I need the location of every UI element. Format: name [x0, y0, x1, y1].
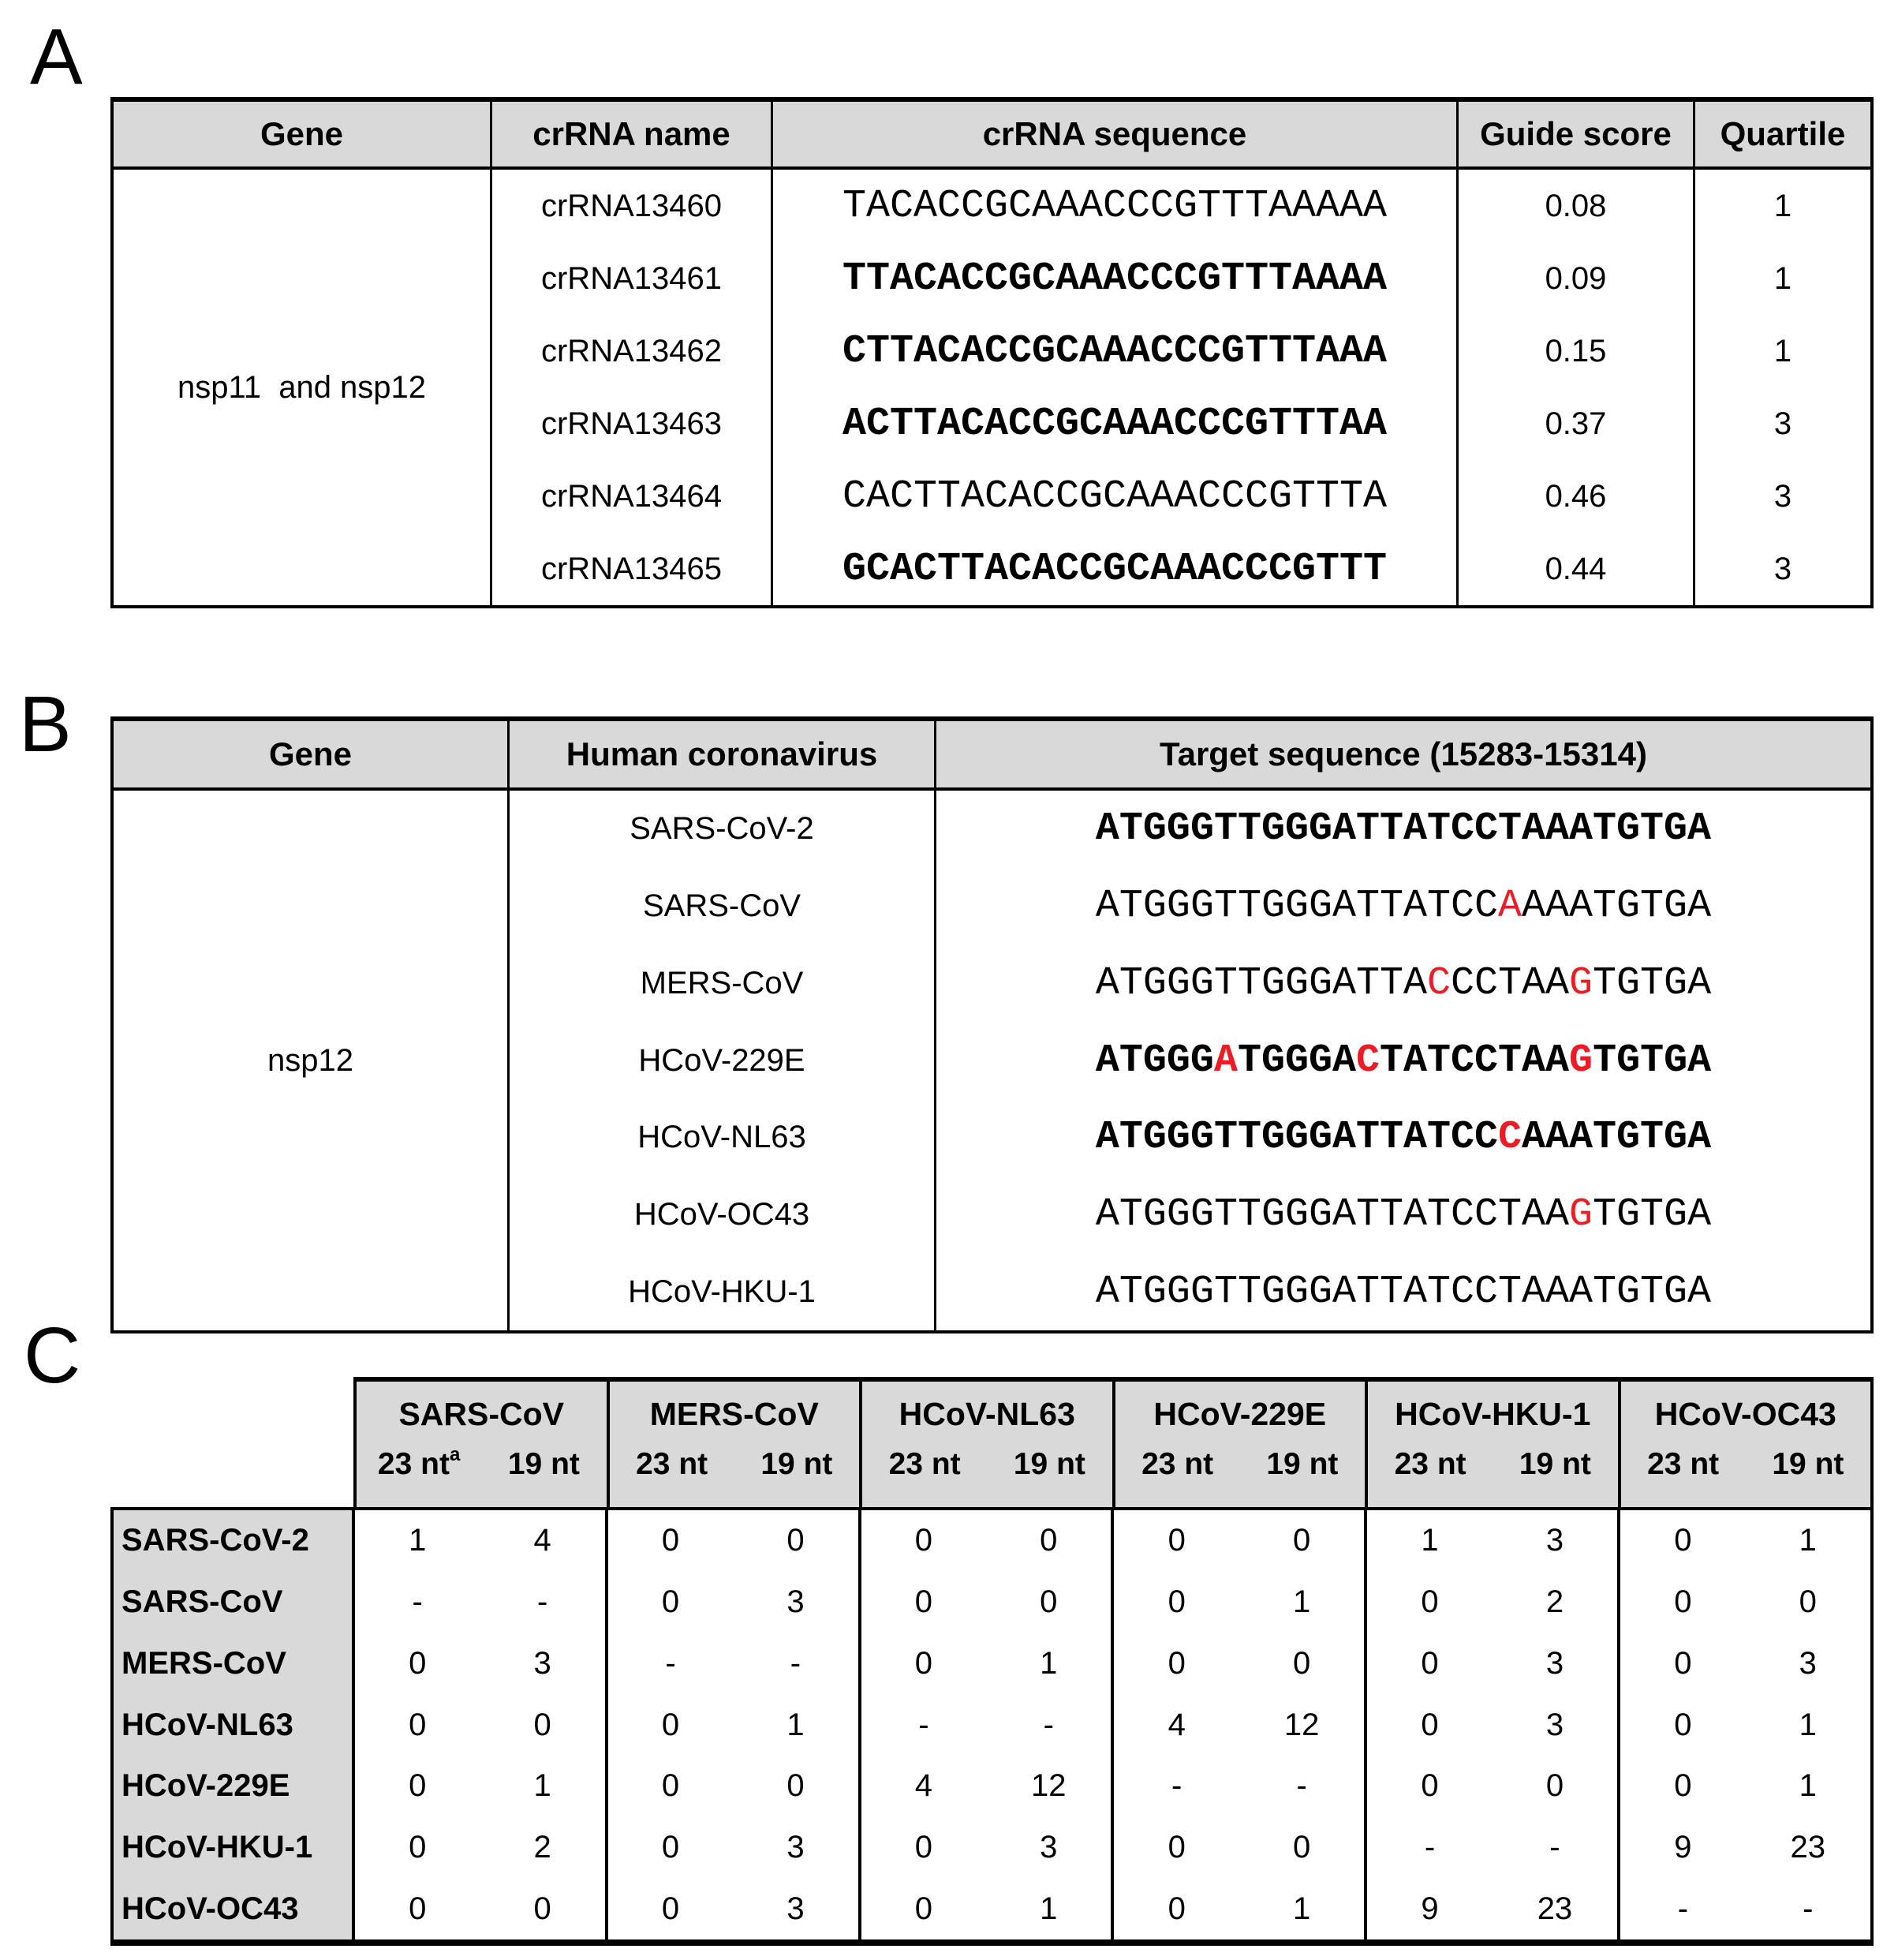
matrix-value-23nt: 4: [1168, 1707, 1186, 1742]
matrix-row-label: SARS-CoV: [121, 1584, 283, 1620]
header-guide-score: Guide score: [1459, 102, 1695, 166]
crrna-sequence-cell: [773, 533, 1456, 605]
virus-column-group: [1621, 1382, 1871, 1507]
matrix-value-23nt: 0: [661, 1891, 680, 1926]
target-table-header: [114, 721, 1870, 791]
virus-name-cell: MERS-CoV: [640, 965, 804, 1001]
virus-column-group: [1115, 1382, 1369, 1507]
matrix-value-19nt: -: [790, 1645, 801, 1681]
sequence-segment: TACACCGCAAACCCGTTTAAAAA: [842, 183, 1388, 229]
quartile-cell: 3: [1773, 406, 1792, 441]
matrix-value-19nt: 1: [533, 1768, 551, 1804]
guide-score-cell: 0.09: [1545, 260, 1607, 296]
nt-length-label: 19 nt: [1013, 1447, 1085, 1482]
matrix-value-19nt: 0: [1799, 1584, 1817, 1620]
matrix-row-label: SARS-CoV-2: [121, 1523, 309, 1558]
header-target-sequence: Target sequence (15283-15314): [1160, 735, 1647, 772]
matrix-value-19nt: 0: [786, 1768, 805, 1804]
matrix-value-19nt: 0: [1040, 1584, 1058, 1620]
crrna-table-header: [114, 102, 1870, 170]
nt-length-subheader: [862, 1447, 1112, 1507]
nt-length-subheader: [1115, 1447, 1366, 1507]
target-table-body: [114, 791, 1870, 1330]
matrix-row-labels: [114, 1510, 355, 1939]
matrix-cell-pair: [861, 1694, 1111, 1756]
guide-score-cell: 0.15: [1545, 333, 1607, 368]
panel-c-label: C: [24, 1311, 81, 1400]
matrix-cell-pair: [608, 1878, 858, 1939]
matrix-value-23nt: 0: [1674, 1707, 1692, 1742]
crrna-sequence-cell: [773, 315, 1456, 387]
sequence-segment: ATGGG: [1095, 1038, 1214, 1083]
nt-length-label: 19 nt: [1266, 1447, 1339, 1482]
nt-length-subheader: [1621, 1447, 1871, 1507]
crrna-name-cell: crRNA13464: [540, 478, 722, 514]
matrix-value-19nt: 0: [786, 1523, 805, 1558]
target-sequence-cell: [936, 1253, 1870, 1330]
quartile-cell: 1: [1773, 260, 1792, 296]
matrix-cell-pair: [1620, 1817, 1870, 1879]
sequence-segment: TATCCTAA: [1380, 1038, 1570, 1083]
sequence-segment: ATGGGTTGGGATTA: [1095, 960, 1427, 1006]
virus-name-cell: HCoV-NL63: [637, 1120, 806, 1155]
mismatch-base: C: [1498, 1115, 1522, 1161]
nt-length-label: 19 nt: [760, 1447, 833, 1482]
matrix-value-23nt: 0: [409, 1891, 427, 1926]
matrix-value-group: [1367, 1510, 1620, 1939]
matrix-cell-pair: [1367, 1572, 1617, 1633]
header-crrna-name: crRNA name: [492, 102, 773, 166]
target-sequence-cell: [936, 1176, 1870, 1254]
crrna-name-cell: crRNA13460: [540, 188, 722, 223]
sequence-segment: AAATGTGA: [1522, 1115, 1712, 1161]
crrna-sequence-cell: [773, 170, 1456, 242]
matrix-value-19nt: 0: [1545, 1768, 1564, 1804]
crrna-table-body: [114, 170, 1870, 605]
matrix-cell-pair: [861, 1878, 1111, 1939]
mismatch-base: G: [1569, 960, 1593, 1006]
matrix-value-23nt: 0: [661, 1584, 680, 1620]
matrix-value-group: [1620, 1510, 1870, 1939]
crrna-guide-table: [110, 97, 1874, 608]
matrix-value-19nt: 0: [1040, 1523, 1058, 1558]
footnote-marker: a: [449, 1444, 461, 1466]
matrix-value-19nt: 0: [533, 1707, 551, 1742]
matrix-cell-pair: [1620, 1572, 1870, 1633]
guide-score-cell: 0.08: [1545, 188, 1607, 223]
matrix-value-19nt: 3: [1545, 1645, 1564, 1681]
matrix-row-label: MERS-CoV: [121, 1645, 286, 1681]
matrix-value-23nt: -: [665, 1645, 676, 1681]
target-sequence-cell: [936, 868, 1870, 945]
matrix-value-19nt: 0: [1292, 1829, 1311, 1865]
target-sequence-cell: [936, 1099, 1870, 1176]
virus-group-name: HCoV-OC43: [1654, 1396, 1836, 1433]
mismatch-base: G: [1569, 1191, 1593, 1237]
matrix-value-19nt: 3: [786, 1891, 805, 1926]
matrix-value-19nt: 1: [1292, 1891, 1311, 1926]
guide-score-column: [1459, 170, 1695, 605]
sequence-segment: ACTTACACCGCAAACCCGTTTAA: [842, 401, 1388, 447]
matrix-value-23nt: 0: [914, 1829, 932, 1865]
matrix-value-19nt: 3: [1545, 1523, 1564, 1558]
matrix-value-23nt: 0: [1674, 1645, 1692, 1681]
matrix-cell-pair: [355, 1817, 605, 1879]
matrix-value-23nt: 0: [409, 1645, 427, 1681]
matrix-value-19nt: 0: [533, 1891, 551, 1926]
sequence-segment: TGGGA: [1237, 1038, 1356, 1083]
nt-length-label: 19 nt: [1519, 1447, 1591, 1482]
virus-group-name: HCoV-229E: [1153, 1396, 1327, 1433]
matrix-value-19nt: 3: [786, 1584, 805, 1620]
matrix-value-23nt: -: [918, 1707, 929, 1742]
matrix-value-23nt: 0: [1421, 1584, 1439, 1620]
matrix-value-23nt: 0: [661, 1829, 680, 1865]
matrix-cell-pair: [608, 1694, 858, 1756]
guide-score-cell: 0.46: [1545, 478, 1607, 514]
matrix-cell-pair: [1620, 1510, 1870, 1572]
matrix-value-23nt: 0: [409, 1707, 427, 1742]
matrix-cell-pair: [355, 1633, 605, 1694]
matrix-value-23nt: -: [1677, 1891, 1689, 1926]
matrix-value-23nt: 0: [914, 1645, 932, 1681]
matrix-value-19nt: 0: [1292, 1645, 1311, 1681]
nt-length-subheader: [1368, 1447, 1618, 1507]
quartile-cell: 1: [1773, 188, 1792, 223]
matrix-value-23nt: 0: [914, 1523, 932, 1558]
mismatch-base: C: [1355, 1038, 1380, 1083]
crrna-name-cell: crRNA13465: [540, 551, 722, 586]
matrix-value-23nt: 0: [661, 1523, 680, 1558]
matrix-cell-pair: [861, 1633, 1111, 1694]
nt-length-label: 19 nt: [1772, 1447, 1844, 1482]
crrna-sequence-cell: [773, 460, 1456, 533]
matrix-value-19nt: 1: [1799, 1707, 1817, 1742]
virus-group-name: SARS-CoV: [398, 1396, 565, 1433]
mismatch-matrix-body: [110, 1507, 1874, 1946]
matrix-value-19nt: 23: [1537, 1891, 1573, 1926]
matrix-cell-pair: [1114, 1694, 1364, 1756]
matrix-value-19nt: -: [536, 1584, 548, 1620]
sequence-segment: ATGGGTTGGGATTATCC: [1095, 1115, 1499, 1161]
matrix-value-19nt: 2: [533, 1829, 551, 1865]
guide-score-cell: 0.37: [1545, 406, 1607, 441]
sequence-segment: TGTGA: [1593, 1191, 1712, 1237]
target-sequence-table: [110, 716, 1874, 1333]
mismatch-base: C: [1426, 960, 1451, 1006]
mismatch-base: G: [1569, 1038, 1593, 1083]
matrix-value-23nt: 0: [1674, 1523, 1692, 1558]
matrix-value-23nt: 0: [1421, 1645, 1439, 1681]
nt-length-subheader: [357, 1444, 607, 1507]
virus-column: [510, 791, 936, 1330]
sequence-segment: ATGGGTTGGGATTATCCTAAATGTGA: [1095, 806, 1712, 852]
matrix-cell-pair: [355, 1510, 605, 1572]
matrix-value-23nt: 0: [409, 1829, 427, 1865]
virus-group-name: HCoV-NL63: [899, 1396, 1075, 1433]
guide-score-cell: 0.44: [1545, 551, 1607, 586]
mismatch-base: A: [1498, 884, 1522, 930]
sequence-segment: ATGGGTTGGGATTATCCTAA: [1095, 1191, 1570, 1237]
gene-cell: nsp12: [114, 791, 510, 1330]
virus-name-cell: HCoV-OC43: [633, 1196, 810, 1232]
quartile-cell: 3: [1773, 478, 1792, 514]
matrix-value-19nt: 3: [1545, 1707, 1564, 1742]
matrix-cell-pair: [861, 1756, 1111, 1817]
matrix-value-19nt: 1: [1292, 1584, 1311, 1620]
matrix-value-19nt: 2: [1545, 1584, 1564, 1620]
crrna-name-cell: crRNA13463: [540, 406, 722, 441]
matrix-value-19nt: 3: [533, 1645, 551, 1681]
matrix-cell-pair: [355, 1756, 605, 1817]
sequence-segment: ATGGGTTGGGATTATCC: [1095, 884, 1499, 930]
matrix-value-23nt: 0: [1421, 1707, 1439, 1742]
matrix-value-group: [355, 1510, 608, 1939]
matrix-value-23nt: 0: [1421, 1768, 1439, 1804]
nt-length-subheader: [610, 1447, 860, 1507]
sequence-segment: CCTAA: [1451, 960, 1570, 1006]
matrix-value-19nt: 3: [1799, 1645, 1817, 1681]
matrix-cell-pair: [861, 1572, 1111, 1633]
matrix-value-23nt: 0: [914, 1891, 932, 1926]
matrix-cell-pair: [355, 1694, 605, 1756]
virus-name-cell: HCoV-HKU-1: [628, 1274, 816, 1309]
nt-length-label: 23 nt: [1394, 1447, 1466, 1482]
matrix-cell-pair: [355, 1572, 605, 1633]
matrix-cell-pair: [1367, 1817, 1617, 1879]
matrix-cell-pair: [1114, 1817, 1364, 1879]
matrix-cell-pair: [1114, 1756, 1364, 1817]
matrix-cell-pair: [608, 1756, 858, 1817]
matrix-value-23nt: 0: [1168, 1584, 1186, 1620]
matrix-value-23nt: -: [412, 1584, 423, 1620]
matrix-cell-pair: [1367, 1694, 1617, 1756]
quartile-cell: 1: [1773, 333, 1792, 368]
sequence-segment: ATGGGTTGGGATTATCCTAAATGTGA: [1095, 1269, 1712, 1315]
nt-length-label: 23 nt: [1647, 1447, 1720, 1482]
matrix-value-23nt: 0: [914, 1584, 932, 1620]
sequence-segment: CTTACACCGCAAACCCGTTTAAA: [842, 328, 1388, 374]
crrna-name-cell: crRNA13461: [540, 260, 722, 296]
virus-group-name: MERS-CoV: [649, 1396, 819, 1433]
matrix-value-19nt: 1: [1799, 1523, 1817, 1558]
matrix-value-group: [608, 1510, 861, 1939]
sequence-segment: TGTGA: [1593, 960, 1712, 1006]
crrna-name-cell: crRNA13462: [540, 333, 722, 368]
quartile-column: [1695, 170, 1870, 605]
matrix-value-19nt: -: [1043, 1707, 1054, 1742]
matrix-row-label: HCoV-OC43: [121, 1891, 299, 1926]
virus-column-group: [1368, 1382, 1621, 1507]
matrix-value-23nt: 0: [661, 1707, 680, 1742]
header-gene: Gene: [114, 721, 510, 787]
nt-length-label: 23 nt: [636, 1447, 708, 1482]
matrix-value-19nt: 0: [1292, 1523, 1311, 1558]
matrix-cell-pair: [608, 1572, 858, 1633]
matrix-value-23nt: -: [1171, 1768, 1182, 1804]
target-sequence-column: [936, 791, 1870, 1330]
matrix-value-23nt: 1: [409, 1523, 427, 1558]
crrna-sequence-column: [773, 170, 1459, 605]
matrix-cell-pair: [1620, 1633, 1870, 1694]
matrix-value-23nt: 9: [1421, 1891, 1439, 1926]
nt-length-label: 23 nt: [888, 1447, 961, 1482]
matrix-value-19nt: 3: [1040, 1829, 1058, 1865]
quartile-cell: 3: [1773, 551, 1792, 586]
matrix-value-19nt: 23: [1790, 1829, 1826, 1865]
matrix-cell-pair: [608, 1817, 858, 1879]
matrix-cell-pair: [1367, 1633, 1617, 1694]
virus-column-group: [610, 1382, 863, 1507]
matrix-value-23nt: 0: [661, 1768, 680, 1804]
crrna-sequence-cell: [773, 387, 1456, 460]
sequence-segment: TTACACCGCAAACCCGTTTAAAA: [842, 256, 1388, 301]
matrix-value-23nt: 0: [1168, 1645, 1186, 1681]
matrix-cell-pair: [1114, 1510, 1364, 1572]
matrix-value-23nt: 0: [1674, 1768, 1692, 1804]
matrix-row-label: HCoV-229E: [121, 1768, 290, 1804]
matrix-value-19nt: 3: [786, 1829, 805, 1865]
matrix-value-23nt: 4: [914, 1768, 932, 1804]
virus-column-group: [357, 1382, 610, 1507]
matrix-cell-pair: [608, 1510, 858, 1572]
matrix-value-19nt: -: [1549, 1829, 1560, 1865]
virus-name-cell: HCoV-229E: [638, 1042, 805, 1078]
sequence-segment: TGTGA: [1593, 1038, 1712, 1083]
matrix-row-label: HCoV-HKU-1: [121, 1829, 313, 1865]
header-crrna-sequence: crRNA sequence: [773, 102, 1459, 166]
crrna-name-column: [492, 170, 773, 605]
matrix-cell-pair: [1620, 1878, 1870, 1939]
sequence-segment: CACTTACACCGCAAACCCGTTTA: [842, 473, 1388, 519]
matrix-value-group: [1114, 1510, 1367, 1939]
matrix-value-23nt: 0: [1168, 1523, 1186, 1558]
matrix-value-23nt: 1: [1421, 1523, 1439, 1558]
nt-length-label: 23 nt a: [377, 1444, 461, 1482]
gene-cell: nsp11 and nsp12: [114, 170, 492, 605]
header-human-coronavirus: Human coronavirus: [510, 721, 936, 787]
panel-a-label: A: [30, 13, 83, 101]
matrix-value-19nt: -: [1296, 1768, 1307, 1804]
sequence-segment: AAATGTGA: [1522, 884, 1712, 930]
nt-length-label: 19 nt: [507, 1447, 580, 1482]
matrix-value-19nt: -: [1803, 1891, 1814, 1926]
target-sequence-cell: [936, 944, 1870, 1022]
matrix-cell-pair: [355, 1878, 605, 1939]
matrix-cell-pair: [1367, 1510, 1617, 1572]
matrix-value-23nt: 0: [1168, 1829, 1186, 1865]
matrix-cell-pair: [608, 1633, 858, 1694]
matrix-value-19nt: 1: [1799, 1768, 1817, 1804]
matrix-value-19nt: 12: [1031, 1768, 1067, 1804]
matrix-cell-pair: [1367, 1878, 1617, 1939]
matrix-cell-pair: [1114, 1878, 1364, 1939]
matrix-value-group: [861, 1510, 1115, 1939]
matrix-cell-pair: [861, 1817, 1111, 1879]
mismatch-matrix-header: [353, 1377, 1874, 1507]
matrix-row-label: HCoV-NL63: [121, 1707, 293, 1742]
panel-b-label: B: [19, 680, 72, 769]
matrix-value-23nt: 0: [1674, 1584, 1692, 1620]
header-quartile: Quartile: [1720, 115, 1846, 152]
virus-group-name: HCoV-HKU-1: [1395, 1396, 1591, 1433]
sequence-segment: GCACTTACACCGCAAACCCGTTT: [842, 546, 1388, 592]
target-sequence-cell: [936, 1022, 1870, 1099]
matrix-value-19nt: 1: [786, 1707, 805, 1742]
mismatch-base: A: [1213, 1038, 1238, 1083]
matrix-cell-pair: [1620, 1756, 1870, 1817]
matrix-cell-pair: [1367, 1756, 1617, 1817]
nt-length-label: 23 nt: [1141, 1447, 1214, 1482]
matrix-value-19nt: 1: [1040, 1645, 1058, 1681]
header-gene: Gene: [114, 102, 492, 166]
target-sequence-cell: [936, 791, 1870, 868]
virus-column-group: [862, 1382, 1115, 1507]
matrix-value-23nt: 0: [409, 1768, 427, 1804]
matrix-value-23nt: -: [1424, 1829, 1436, 1865]
virus-name-cell: SARS-CoV-2: [630, 811, 814, 847]
matrix-cell-pair: [1114, 1572, 1364, 1633]
matrix-value-19nt: 4: [533, 1523, 551, 1558]
matrix-cell-pair: [1620, 1694, 1870, 1756]
matrix-value-23nt: 9: [1674, 1829, 1692, 1865]
matrix-value-19nt: 12: [1283, 1707, 1320, 1742]
matrix-value-19nt: 1: [1040, 1891, 1058, 1926]
virus-name-cell: SARS-CoV: [642, 888, 801, 924]
matrix-cell-pair: [861, 1510, 1111, 1572]
crrna-sequence-cell: [773, 242, 1456, 315]
matrix-value-23nt: 0: [1168, 1891, 1186, 1926]
matrix-cell-pair: [1114, 1633, 1364, 1694]
